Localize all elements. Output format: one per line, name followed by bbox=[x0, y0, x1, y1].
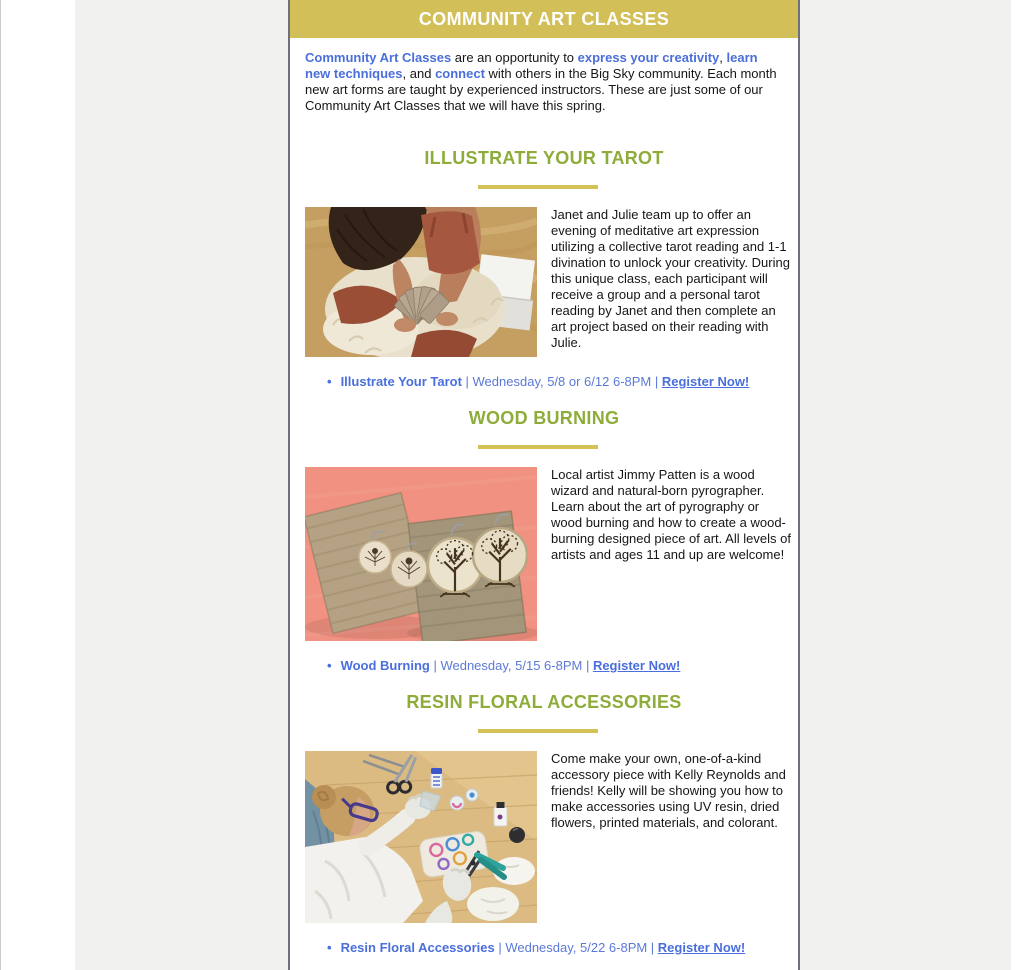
class-schedule-item-resin bbox=[305, 939, 783, 956]
intro-text: are an opportunity to bbox=[451, 50, 578, 65]
link-express-your-creativity[interactable]: express your creativity bbox=[577, 50, 720, 65]
schedule-text: | Wednesday, 5/8 or 6/12 6-8PM | bbox=[461, 374, 662, 389]
intro-text: , and bbox=[402, 66, 436, 81]
register-link-resin[interactable]: Register Now! bbox=[657, 940, 746, 955]
class-title: Resin Floral Accessories bbox=[340, 940, 495, 955]
section-heading-wood-burning: WOOD BURNING bbox=[468, 408, 620, 428]
intro-paragraph bbox=[305, 50, 783, 114]
class-title: Wood Burning bbox=[340, 658, 430, 673]
link-learn-new-techniques[interactable]: learn new techniques bbox=[305, 50, 758, 81]
class-schedule-item-tarot bbox=[305, 373, 783, 390]
schedule-text: | Wednesday, 5/22 6-8PM | bbox=[494, 940, 658, 955]
resin-class-photo bbox=[305, 751, 537, 923]
link-community-art-classes[interactable]: Community Art Classes bbox=[305, 50, 452, 65]
class-description-wood-burning: Local artist Jimmy Patten is a wood wizard and natural-born pyrographer. Learn about the art of pyrography or wood burning and how to create a wood-burning designed piece of art. All levels of artists and ages 11 and up are welcome! bbox=[551, 467, 791, 562]
schedule-text: | Wednesday, 5/15 6-8PM | bbox=[429, 658, 593, 673]
section-row-wood-burning bbox=[305, 467, 791, 641]
page-title: COMMUNITY ART CLASSES bbox=[418, 8, 670, 29]
section-divider bbox=[478, 445, 598, 449]
register-link-wood-burning[interactable]: Register Now! bbox=[592, 658, 681, 673]
intro-text: with others in the Big Sky community. Each month new art forms are taught by experienced instructors. These are just some of our Community Art Classes that we will have this spring. bbox=[305, 66, 777, 113]
link-connect[interactable]: connect bbox=[435, 66, 485, 81]
newsletter-content bbox=[290, 50, 798, 956]
class-description-tarot: Janet and Julie team up to offer an evening of meditative art expression utilizing a collective tarot reading and 1-1 divination to unlock your creativity. During this unique class, each participant will receive a group and a personal tarot reading by Janet and then complete an art project based on their reading with Julie. bbox=[551, 207, 790, 350]
register-link-tarot[interactable]: Register Now! bbox=[661, 374, 750, 389]
section-heading-resin: RESIN FLORAL ACCESSORIES bbox=[406, 692, 682, 712]
class-schedule-item-wood-burning bbox=[305, 657, 783, 674]
section-row-tarot bbox=[305, 207, 791, 357]
wood-burning-photo bbox=[305, 467, 537, 641]
email-body-column bbox=[288, 0, 800, 970]
newsletter-header-bar bbox=[290, 0, 798, 38]
class-title: Illustrate Your Tarot bbox=[340, 374, 462, 389]
tarot-class-photo bbox=[305, 207, 537, 357]
section-heading-tarot: ILLUSTRATE YOUR TAROT bbox=[424, 148, 664, 168]
window-edge-line bbox=[0, 0, 1, 970]
section-divider bbox=[478, 729, 598, 733]
section-divider bbox=[478, 185, 598, 189]
section-row-resin bbox=[305, 751, 791, 923]
class-description-resin: Come make your own, one-of-a-kind accessory piece with Kelly Reynolds and friends! Kelly will be showing you how to make accessories using UV resin, dried flowers, printed materials, and colorant. bbox=[551, 751, 786, 830]
intro-text: , bbox=[719, 50, 727, 65]
